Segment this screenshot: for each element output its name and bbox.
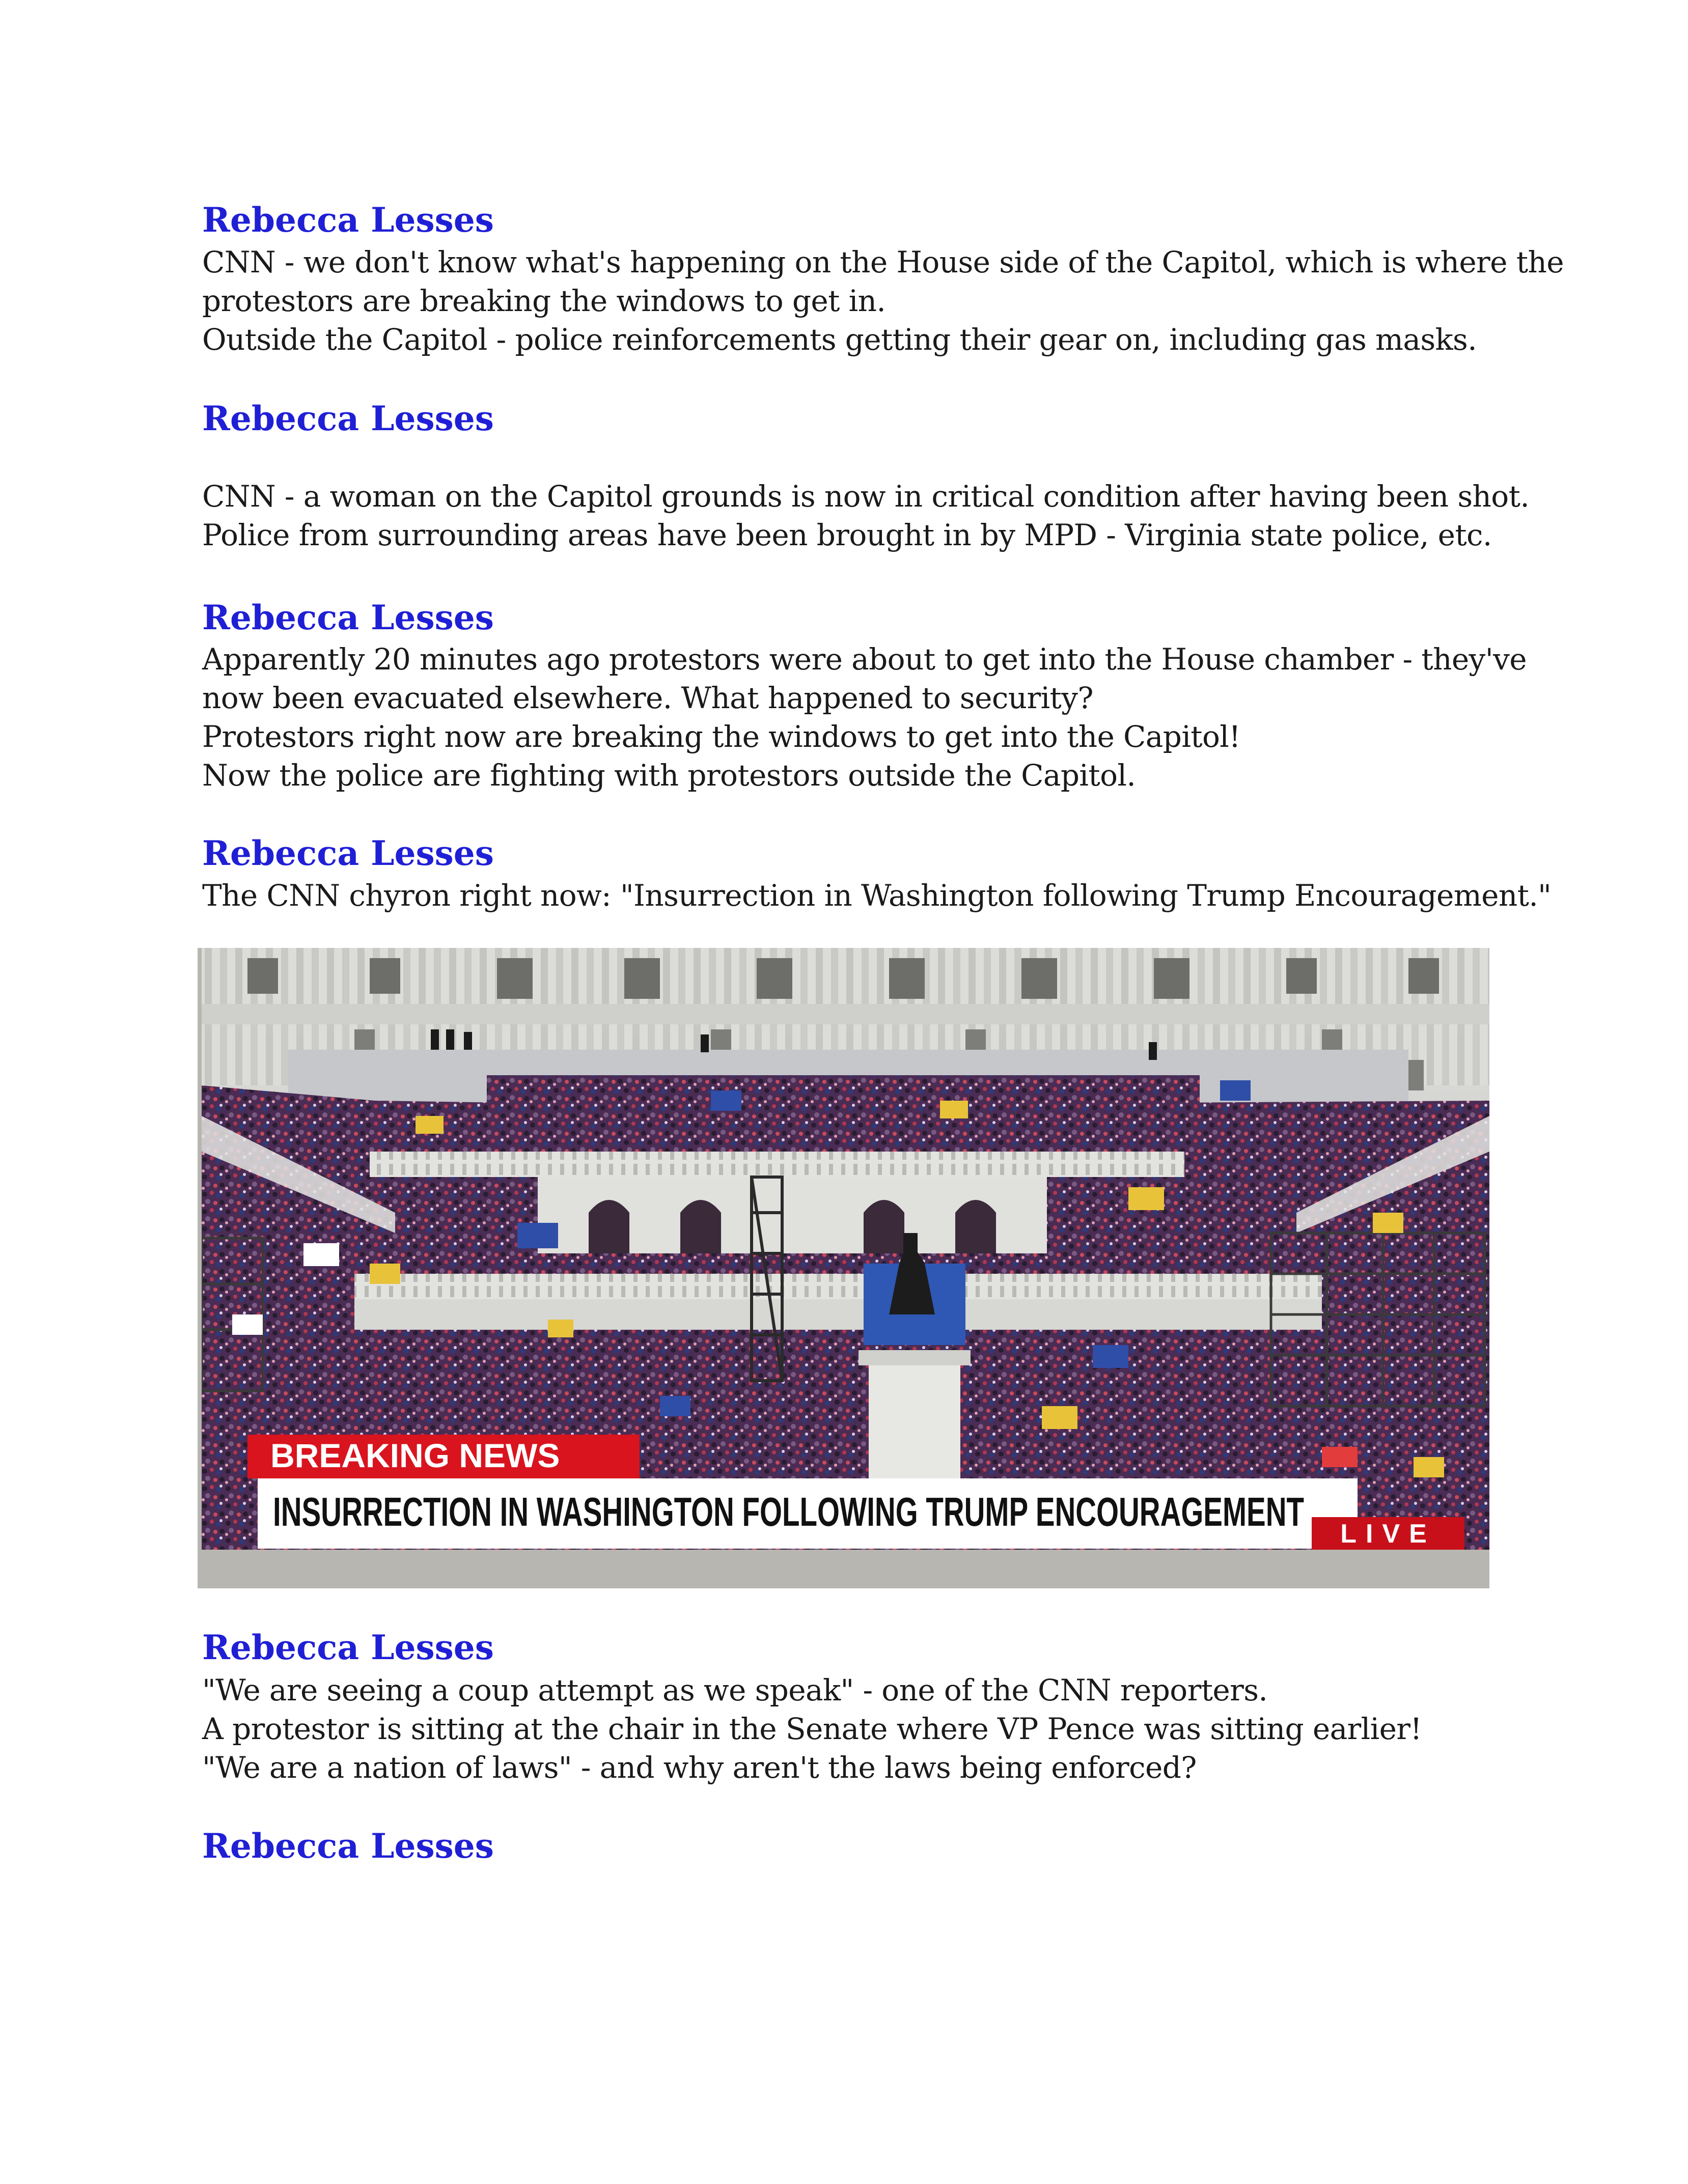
post-author: Rebecca Lesses bbox=[202, 1826, 494, 1866]
capitol-scene bbox=[202, 948, 1489, 1550]
post-text-line: The CNN chyron right now: "Insurrection in Washington following Trump Encouragement." bbox=[202, 878, 1552, 913]
post-author: Rebecca Lesses bbox=[202, 200, 494, 240]
post-author: Rebecca Lesses bbox=[202, 598, 494, 637]
post-text-line: Outside the Capitol - police reinforcements getting their gear on, including gas masks. bbox=[202, 322, 1477, 357]
news-screenshot bbox=[198, 948, 1489, 1588]
post-author: Rebecca Lesses bbox=[202, 1628, 494, 1667]
post-text-line: A protestor is sitting at the chair in the Senate where VP Pence was sitting earlier! bbox=[202, 1712, 1422, 1746]
breaking-news-label: BREAKING NEWS bbox=[270, 1437, 560, 1474]
post-text-line: Police from surrounding areas have been brought in by MPD - Virginia state police, etc. bbox=[202, 518, 1492, 552]
chyron-headline: INSURRECTION IN WASHINGTON FOLLOWING TRUMP ENCOURAGEMENT bbox=[273, 1489, 1305, 1534]
post-text-line: Now the police are fighting with protestors outside the Capitol. bbox=[202, 758, 1136, 793]
post-text-line: Apparently 20 minutes ago protestors were about to get into the House chamber - they've bbox=[202, 642, 1527, 677]
post-text-line: CNN - we don't know what's happening on the House side of the Capitol, which is where the bbox=[202, 245, 1564, 279]
capitol-crowd-image bbox=[202, 948, 1489, 1550]
post-author: Rebecca Lesses bbox=[202, 399, 494, 438]
live-label: LIVE bbox=[1340, 1519, 1436, 1549]
post-text-line: protestors are breaking the windows to get in. bbox=[202, 284, 886, 318]
post-text-line: "We are a nation of laws" - and why aren't the laws being enforced? bbox=[202, 1750, 1197, 1785]
post-text-line: now been evacuated elsewhere. What happened to security? bbox=[202, 681, 1093, 715]
post-author: Rebecca Lesses bbox=[202, 833, 494, 873]
post-text-line: "We are seeing a coup attempt as we speak" - one of the CNN reporters. bbox=[202, 1673, 1268, 1707]
post-text-line: Protestors right now are breaking the windows to get into the Capitol! bbox=[202, 719, 1240, 754]
post-text-line: CNN - a woman on the Capitol grounds is now in critical condition after having been shot. bbox=[202, 479, 1530, 514]
